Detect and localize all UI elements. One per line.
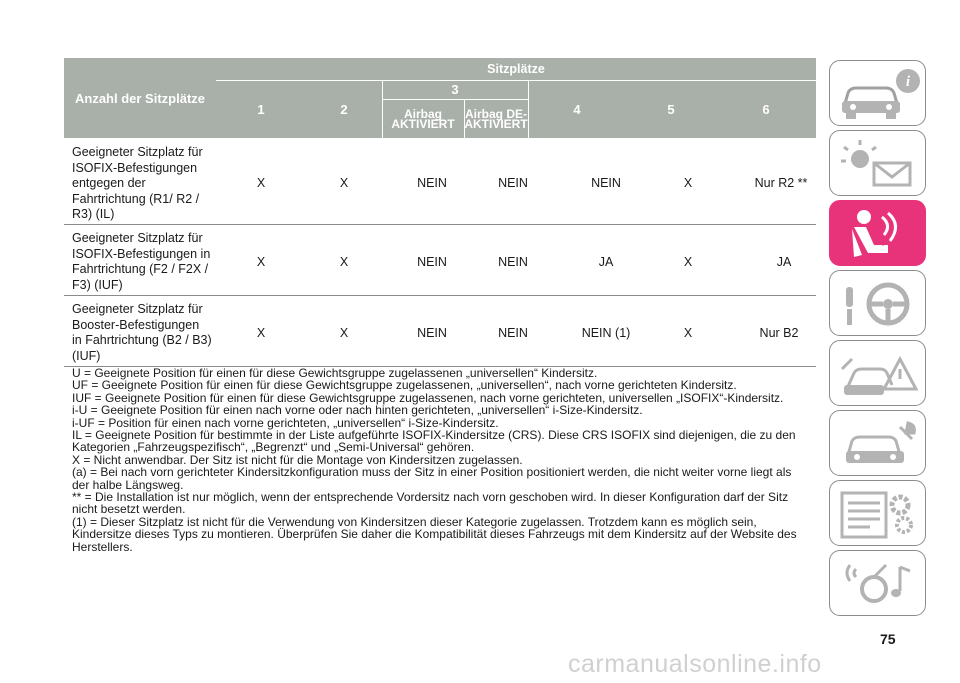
row-label: Geeigneter Sitzplatz für ISOFIX-Befestigungen in Fahrtrichtung (F2 / F2X / F3) (IUF) [72,231,211,292]
note-iu: i-U = Geeignete Position für einen nach vorne oder nach hinten gerichteten, „universellen“ i-Size-Kindersitz. [72,403,643,418]
cell-seat-3b: NEIN [498,176,528,190]
watermark: carmanualsonline.info [568,650,822,678]
cell-seat-3b: NEIN [498,326,528,340]
header-seat-1: 1 [257,101,265,117]
seat-airbag-icon [830,201,926,266]
row-label: Geeigneter Sitzplatz für ISOFIX-Befestigungen entgegen der Fahrtrichtung (R1/ R2 / R3) (IL) [72,145,203,221]
header-seat-4: 4 [573,101,581,117]
cell-seat-5: X [683,176,693,190]
note-iuf: IUF = Geeignete Position für einen für diese Gewichtsgruppe zugelassenen, nach vorne gerichteten, universellen „ISOFIX“-Kindersitz. [72,390,784,405]
cell-seat-5: X [683,326,693,340]
table-row [64,296,816,367]
cell-seat-4: NEIN (1) [581,326,631,340]
tab-car-info[interactable] [829,60,926,126]
steering-key-icon [830,271,926,336]
car-service-icon [830,411,926,476]
cell-seat-2: X [339,326,349,340]
header-seat-3-airbag-on: Airbag AKTIVIERT [391,106,455,131]
header-seat-6: 6 [762,101,770,117]
note-il: IL = Geeignete Position für bestimmte in der Liste aufgeführte ISOFIX-Kindersitze (CRS). Diese CRS ISOFIX sind diejenigen, die zu den Kategorien „Fahrzeugspezifisch“, „Begrenzt“ und „Semi-Universal“ gehören. [72,428,796,455]
header-seat-5: 5 [667,101,675,117]
cell-seat-1: X [256,326,266,340]
note-iuf-isize: i-UF = Position für einen nach vorne gerichteten, „universellen“ i-Size-Kindersitz. [72,415,499,430]
cell-seat-6: Nur B2 [759,326,799,340]
child-seat-table [64,58,816,367]
tab-emergency[interactable] [829,340,926,406]
note-a: (a) = Bei nach vorn gerichteter Kindersitzkonfiguration muss der Sitz in einer Position positioniert werden, die nicht weiter vorne liegt als der halbe Längsweg. [72,465,792,492]
note-double-star: ** = Die Installation ist nur möglich, wenn der entsprechende Vordersitz nach vorn geschoben wird. In dieser Konfiguration darf der Sitz nicht besetzt werden. [72,490,789,517]
row-label: Geeigneter Sitzplatz für Booster-Befestigungen in Fahrtrichtung (B2 / B3) (IUF) [72,302,212,363]
note-uf: UF = Geeignete Position für einen für diese Gewichtsgruppe zugelassenen, „universellen“, nach vorne gerichteten Kindersitz. [72,378,737,393]
cell-seat-4: JA [598,255,614,269]
cell-seat-1: X [256,176,266,190]
cell-seat-6: Nur R2 ** [754,176,808,190]
tab-starting-driving[interactable] [829,270,926,336]
note-u: U = Geeignete Position für einen für diese Gewichtsgruppe zugelassenen „universellen“ Kindersitz. [72,366,598,380]
header-seat-3-airbag-off: Airbag DE-AKTIVIERT [464,106,528,131]
note-1: (1) = Dieser Sitzplatz ist nicht für die Verwendung von Kindersitzen dieser Kategorie zugelassen. Trotzdem kann es möglich sein, Kindersitze dieses Typs zu montieren. Überprüfen Sie daher die Kompatibilität dieses Fahrzeugs mit dem Kindersitz auf der Website des Herstellers. [72,514,797,554]
cell-seat-3a: NEIN [417,255,447,269]
note-x: X = Nicht anwendbar. Der Sitz ist nicht für die Montage von Kindersitzen zugelassen. [72,452,523,467]
table-header [64,58,816,138]
legend-notes [72,367,812,553]
technical-data-icon [830,481,926,546]
multimedia-icon [830,551,926,616]
cell-seat-2: X [339,176,349,190]
cell-seat-4: NEIN [591,176,621,190]
tab-multimedia[interactable] [829,550,926,616]
header-seats-group: Sitzplätze [487,62,545,76]
table-row [64,225,816,296]
cell-seat-1: X [256,255,266,269]
cell-seat-3a: NEIN [417,176,447,190]
table-row [64,138,816,225]
cell-seat-2: X [339,255,349,269]
header-seat-count-label: Anzahl der Sitzplätze [74,90,206,106]
warning-lights-message-icon [830,131,926,196]
cell-seat-6: JA [776,255,792,269]
cell-seat-3b: NEIN [498,255,528,269]
cell-seat-5: X [683,255,693,269]
tab-safety-seats[interactable] [829,200,926,266]
page-number: 75 [880,631,896,647]
road-emergency-icon [830,341,926,406]
car-info-icon [830,61,926,126]
header-seat-3: 3 [451,82,459,97]
tab-warning-lights[interactable] [829,130,926,196]
cell-seat-3a: NEIN [417,326,447,340]
tab-service[interactable] [829,410,926,476]
header-seat-2: 2 [340,101,348,117]
svg-text:i: i [905,74,911,90]
tab-technical-data[interactable] [829,480,926,546]
